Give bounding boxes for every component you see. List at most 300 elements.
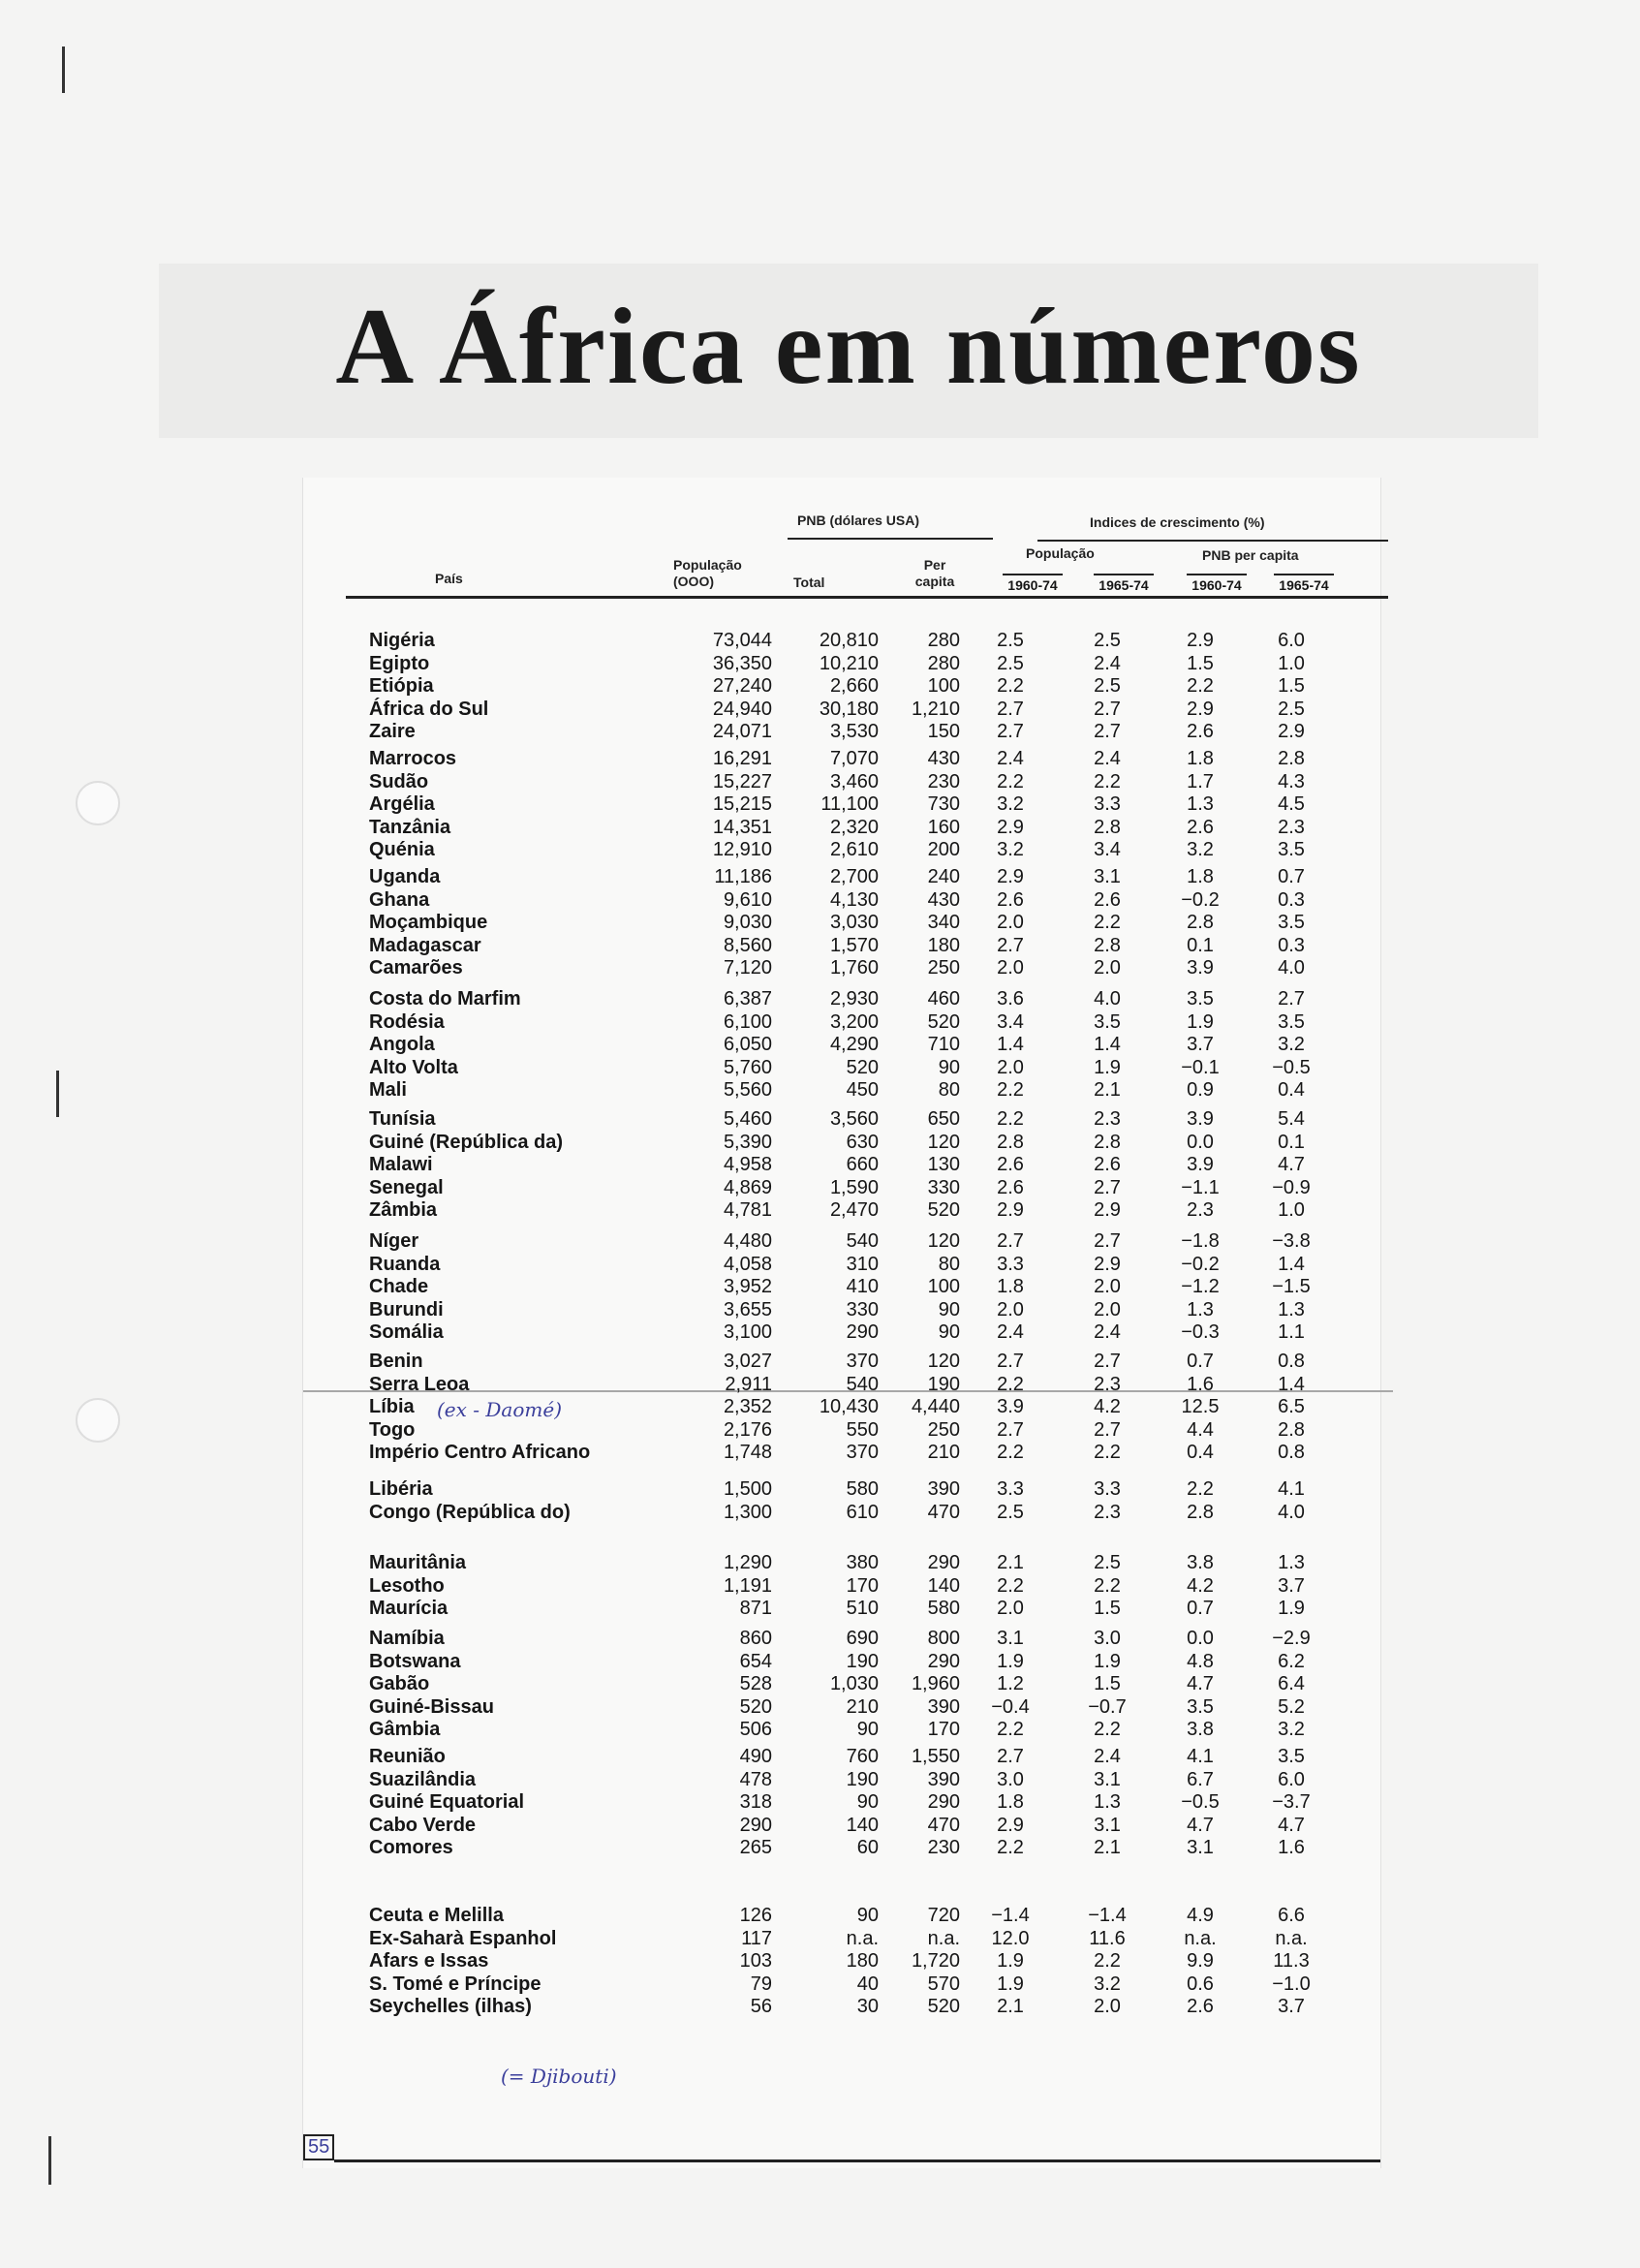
growth-pnb-1965: 1.4 <box>1278 1373 1305 1395</box>
table-row <box>303 1973 1380 1996</box>
population: 1,191 <box>723 1574 772 1597</box>
growth-pop-1960: 3.2 <box>997 793 1024 815</box>
pnb-per-capita: 4,440 <box>911 1396 960 1417</box>
growth-pop-1960: 2.4 <box>997 748 1024 769</box>
pnb-per-capita: 160 <box>927 816 960 838</box>
growth-pop-1965: 11.6 <box>1089 1927 1126 1949</box>
pnb-total: 90 <box>856 1905 879 1926</box>
pnb-total: 690 <box>846 1628 879 1649</box>
growth-pnb-1960: −0.5 <box>1181 1791 1220 1813</box>
growth-pop-1960: 2.7 <box>997 1230 1024 1252</box>
growth-pop-1960: 2.0 <box>997 957 1024 979</box>
growth-pop-1965: 2.2 <box>1094 770 1121 792</box>
table-row <box>303 1056 1380 1079</box>
country-name: Somália <box>369 1321 444 1343</box>
growth-pop-1960: 2.7 <box>997 1746 1024 1767</box>
table-row <box>303 1033 1380 1056</box>
growth-pnb-1960: 2.3 <box>1187 1199 1214 1221</box>
population: 4,058 <box>723 1253 772 1275</box>
growth-pnb-1965: 0.8 <box>1278 1351 1305 1372</box>
growth-pop-1960: 3.0 <box>997 1768 1024 1790</box>
pnb-total: 310 <box>846 1253 879 1275</box>
growth-pop-1960: 2.7 <box>997 1418 1024 1441</box>
growth-pnb-1960: 4.4 <box>1187 1418 1214 1441</box>
growth-pnb-1960: 4.9 <box>1187 1905 1214 1926</box>
growth-pnb-1965: 1.0 <box>1278 1199 1305 1221</box>
pnb-total: 630 <box>846 1131 879 1153</box>
growth-pnb-1965: −1.5 <box>1272 1276 1311 1297</box>
pnb-per-capita: 1,550 <box>911 1746 960 1767</box>
growth-pnb-1960: 2.2 <box>1187 1478 1214 1500</box>
pnb-per-capita: 340 <box>927 912 960 933</box>
growth-pnb-1965: −2.9 <box>1272 1628 1311 1649</box>
country-name: Seychelles (ilhas) <box>369 1996 532 2017</box>
growth-pop-1960: −1.4 <box>991 1905 1030 1926</box>
growth-pnb-1965: 3.7 <box>1278 1574 1305 1597</box>
pnb-per-capita: 1,720 <box>911 1950 960 1972</box>
growth-pop-1965: 2.8 <box>1094 816 1121 838</box>
table-row <box>303 1477 1380 1501</box>
growth-pop-1965: 2.4 <box>1094 1746 1121 1767</box>
growth-pnb-1960: −0.2 <box>1181 888 1220 911</box>
growth-pop-1960: 1.2 <box>997 1673 1024 1694</box>
population: 16,291 <box>712 748 772 769</box>
pnb-total: 510 <box>846 1598 879 1619</box>
header-growth: Indices de crescimento (%) <box>1090 514 1265 530</box>
country-name: Mali <box>369 1079 407 1101</box>
growth-pnb-1960: 0.1 <box>1187 934 1214 956</box>
growth-pop-1965: 2.2 <box>1094 912 1121 933</box>
country-name: Zaire <box>369 721 416 742</box>
table-row <box>303 1078 1380 1102</box>
growth-pop-1960: 2.5 <box>997 1501 1024 1523</box>
table-row <box>303 1275 1380 1298</box>
growth-pnb-1965: 3.5 <box>1278 1010 1305 1033</box>
growth-pop-1960: 2.4 <box>997 1321 1024 1343</box>
population: 2,176 <box>723 1418 772 1441</box>
growth-pnb-1965: 0.7 <box>1278 866 1305 887</box>
population: 12,910 <box>712 839 772 860</box>
page-title: A África em números <box>335 287 1362 407</box>
pnb-total: 190 <box>846 1650 879 1672</box>
country-name: África do Sul <box>369 698 489 720</box>
growth-pnb-1960: 2.6 <box>1187 1996 1214 2017</box>
growth-pop-1965: 2.2 <box>1094 1574 1121 1597</box>
growth-pnb-1965: −0.5 <box>1272 1056 1311 1078</box>
growth-pnb-1960: −0.3 <box>1181 1321 1220 1343</box>
population: 506 <box>739 1719 772 1740</box>
growth-pnb-1965: 6.2 <box>1278 1650 1305 1672</box>
growth-pnb-1960: 0.0 <box>1187 1131 1214 1153</box>
pnb-total: 2,320 <box>829 816 879 838</box>
growth-pnb-1965: 0.3 <box>1278 888 1305 911</box>
pnb-total: 450 <box>846 1079 879 1101</box>
growth-pnb-1960: 2.6 <box>1187 721 1214 742</box>
pnb-total: 140 <box>846 1814 879 1836</box>
growth-pnb-1960: −1.1 <box>1181 1176 1220 1198</box>
country-name: Angola <box>369 1034 435 1055</box>
population: 6,387 <box>723 988 772 1010</box>
growth-pnb-1965: −3.7 <box>1272 1791 1311 1813</box>
page-number: 55 <box>303 2134 334 2160</box>
pnb-per-capita: 580 <box>927 1598 960 1619</box>
population: 3,952 <box>723 1276 772 1297</box>
growth-pop-1965: 2.6 <box>1094 888 1121 911</box>
pnb-per-capita: 170 <box>927 1719 960 1740</box>
growth-pnb-1960: 2.2 <box>1187 675 1214 697</box>
table-row <box>303 1768 1380 1791</box>
population: 2,911 <box>725 1373 772 1395</box>
header-period-4: 1965-74 <box>1274 574 1334 593</box>
country-name: Lesotho <box>369 1574 445 1597</box>
pnb-per-capita: 390 <box>927 1695 960 1718</box>
population: 290 <box>739 1814 772 1836</box>
table-row <box>303 1790 1380 1814</box>
table-row <box>303 1650 1380 1673</box>
pnb-per-capita: 430 <box>927 888 960 911</box>
growth-pnb-1960: 1.8 <box>1187 748 1214 769</box>
country-name: Reunião <box>369 1746 446 1767</box>
growth-pop-1965: 1.9 <box>1094 1650 1121 1672</box>
growth-pnb-1965: 0.3 <box>1278 934 1305 956</box>
growth-pnb-1960: 1.9 <box>1187 1010 1214 1033</box>
population: 36,350 <box>712 652 772 674</box>
table-row <box>303 1836 1380 1859</box>
growth-pop-1965: 2.0 <box>1094 1298 1121 1320</box>
growth-pop-1965: 2.7 <box>1094 1230 1121 1252</box>
growth-pop-1960: 2.6 <box>997 1176 1024 1198</box>
growth-pop-1965: 2.3 <box>1094 1108 1121 1130</box>
pnb-total: 40 <box>856 1973 879 1995</box>
growth-pnb-1965: 3.7 <box>1278 1996 1305 2017</box>
growth-pop-1960: −0.4 <box>991 1695 1030 1718</box>
growth-pop-1960: 2.5 <box>997 652 1024 674</box>
table-row <box>303 1107 1380 1131</box>
table-row <box>303 1229 1380 1253</box>
table-row <box>303 1574 1380 1598</box>
pnb-per-capita: 520 <box>927 1199 960 1221</box>
growth-pop-1960: 2.2 <box>997 1079 1024 1101</box>
pnb-total: 90 <box>856 1719 879 1740</box>
table-row <box>303 1551 1380 1574</box>
growth-pnb-1960: 4.8 <box>1187 1650 1214 1672</box>
population: 24,940 <box>712 698 772 720</box>
growth-pnb-1965: 1.1 <box>1278 1321 1305 1343</box>
growth-pnb-1960: 3.5 <box>1187 1695 1214 1718</box>
growth-pnb-1960: 3.2 <box>1187 839 1214 860</box>
pnb-per-capita: 120 <box>927 1131 960 1153</box>
country-name: Moçambique <box>369 912 488 933</box>
population: 4,869 <box>723 1176 772 1198</box>
country-name: Alto Volta <box>369 1056 458 1078</box>
growth-pop-1965: 3.1 <box>1094 1768 1121 1790</box>
growth-pop-1965: 4.2 <box>1094 1396 1121 1417</box>
pnb-per-capita: 90 <box>938 1298 960 1320</box>
country-name: Líbia <box>369 1396 415 1417</box>
growth-pnb-1960: 2.9 <box>1187 630 1214 651</box>
population: 6,050 <box>723 1034 772 1055</box>
growth-pop-1960: 3.6 <box>997 988 1024 1010</box>
growth-pnb-1965: 1.9 <box>1278 1598 1305 1619</box>
growth-pnb-1965: 3.5 <box>1278 912 1305 933</box>
population: 5,560 <box>723 1079 772 1101</box>
pnb-per-capita: 230 <box>927 770 960 792</box>
pnb-total: 330 <box>846 1298 879 1320</box>
country-name: Congo (República do) <box>369 1501 571 1523</box>
pnb-total: 540 <box>846 1373 879 1395</box>
pnb-per-capita: 290 <box>927 1791 960 1813</box>
pnb-per-capita: 280 <box>927 630 960 651</box>
pnb-per-capita: 390 <box>927 1768 960 1790</box>
pnb-total: 30,180 <box>819 698 879 720</box>
pnb-per-capita: 80 <box>938 1079 960 1101</box>
country-name: Senegal <box>369 1176 444 1198</box>
margin-mark <box>48 2136 51 2185</box>
growth-pop-1960: 3.1 <box>997 1628 1024 1649</box>
population: 860 <box>739 1628 772 1649</box>
population: 5,390 <box>723 1131 772 1153</box>
growth-pnb-1965: 4.0 <box>1278 957 1305 979</box>
population: 5,760 <box>723 1056 772 1078</box>
country-name: Zâmbia <box>369 1199 438 1221</box>
pnb-per-capita: 190 <box>927 1373 960 1395</box>
growth-pnb-1960: 0.7 <box>1187 1351 1214 1372</box>
growth-pop-1960: 2.1 <box>997 1996 1024 2017</box>
growth-pop-1965: 2.0 <box>1094 1996 1121 2017</box>
population: 6,100 <box>723 1010 772 1033</box>
growth-pnb-1965: 2.9 <box>1278 721 1305 742</box>
growth-pnb-1960: 2.9 <box>1187 698 1214 720</box>
pnb-per-capita: 800 <box>927 1628 960 1649</box>
pnb-total: 30 <box>856 1996 879 2017</box>
growth-pnb-1965: 3.5 <box>1278 839 1305 860</box>
country-name: Gâmbia <box>369 1719 441 1740</box>
population: 4,480 <box>723 1230 772 1252</box>
population: 73,044 <box>712 630 772 651</box>
population: 478 <box>739 1768 772 1790</box>
pnb-per-capita: 710 <box>927 1034 960 1055</box>
growth-pop-1965: 2.9 <box>1094 1199 1121 1221</box>
population: 520 <box>739 1695 772 1718</box>
growth-pop-1965: 2.0 <box>1094 957 1121 979</box>
header-period-2: 1965-74 <box>1094 574 1154 593</box>
table-row <box>303 1418 1380 1442</box>
country-name: Suazilândia <box>369 1768 477 1790</box>
pnb-total: 190 <box>846 1768 879 1790</box>
growth-pnb-1960: 3.9 <box>1187 957 1214 979</box>
table-row <box>303 865 1380 888</box>
growth-pop-1960: 2.2 <box>997 1574 1024 1597</box>
growth-pnb-1960: 3.7 <box>1187 1034 1214 1055</box>
pnb-total: 2,660 <box>829 675 879 697</box>
pnb-total: 60 <box>856 1837 879 1858</box>
pnb-per-capita: 330 <box>927 1176 960 1198</box>
growth-pop-1965: 2.7 <box>1094 698 1121 720</box>
pnb-total: 1,570 <box>829 934 879 956</box>
table-row <box>303 1441 1380 1464</box>
growth-pnb-1965: 2.8 <box>1278 1418 1305 1441</box>
growth-pnb-1965: 6.4 <box>1278 1673 1305 1694</box>
growth-pop-1960: 3.3 <box>997 1253 1024 1275</box>
growth-pnb-1960: 0.4 <box>1187 1442 1214 1463</box>
table-row <box>303 934 1380 957</box>
growth-pnb-1960: 1.5 <box>1187 652 1214 674</box>
table-row <box>303 698 1380 721</box>
table-row <box>303 1949 1380 1973</box>
growth-pnb-1960: 1.7 <box>1187 770 1214 792</box>
pnb-per-capita: 650 <box>927 1108 960 1130</box>
pnb-total: 2,700 <box>829 866 879 887</box>
table-row <box>303 1904 1380 1927</box>
growth-pnb-1965: −0.9 <box>1272 1176 1311 1198</box>
population: 2,352 <box>723 1396 772 1417</box>
country-name: Egipto <box>369 652 430 674</box>
handwritten-note-benin: (ex - Daomé) <box>437 1398 562 1421</box>
table-row <box>303 1176 1380 1199</box>
country-name: Benin <box>369 1351 423 1372</box>
growth-pnb-1960: 3.8 <box>1187 1719 1214 1740</box>
country-name: Afars e Issas <box>369 1950 489 1972</box>
growth-pnb-1960: 3.9 <box>1187 1108 1214 1130</box>
growth-pop-1960: 1.8 <box>997 1791 1024 1813</box>
growth-pnb-1960: 9.9 <box>1187 1950 1214 1972</box>
country-name: Ceuta e Melilla <box>369 1905 504 1926</box>
growth-pop-1965: 2.1 <box>1094 1837 1121 1858</box>
pnb-per-capita: 90 <box>938 1321 960 1343</box>
country-name: Império Centro Africano <box>369 1442 591 1463</box>
growth-pnb-1960: 4.2 <box>1187 1574 1214 1597</box>
growth-pop-1960: 2.0 <box>997 1598 1024 1619</box>
table-row <box>303 1597 1380 1620</box>
growth-pop-1960: 1.9 <box>997 1650 1024 1672</box>
pnb-per-capita: 90 <box>938 1056 960 1078</box>
header-period-3: 1960-74 <box>1187 574 1247 593</box>
growth-pnb-1965: 2.8 <box>1278 748 1305 769</box>
population: 265 <box>739 1837 772 1858</box>
growth-pop-1965: 2.9 <box>1094 1253 1121 1275</box>
pnb-per-capita: 120 <box>927 1351 960 1372</box>
pnb-total: 4,290 <box>829 1034 879 1055</box>
growth-pnb-1960: 4.7 <box>1187 1673 1214 1694</box>
growth-pnb-1960: 12.5 <box>1181 1396 1220 1417</box>
growth-pnb-1965: 3.2 <box>1278 1719 1305 1740</box>
pnb-total: 10,210 <box>819 652 879 674</box>
population: 117 <box>741 1927 772 1949</box>
growth-pop-1960: 2.5 <box>997 630 1024 651</box>
growth-pnb-1960: 2.8 <box>1187 1501 1214 1523</box>
country-name: Tunísia <box>369 1108 436 1130</box>
growth-pnb-1965: 1.3 <box>1278 1552 1305 1573</box>
pnb-per-capita: 200 <box>927 839 960 860</box>
growth-pop-1965: 2.3 <box>1094 1501 1121 1523</box>
growth-pop-1960: 2.0 <box>997 912 1024 933</box>
table-row <box>303 816 1380 839</box>
population: 4,781 <box>723 1199 772 1221</box>
pnb-total: 180 <box>846 1950 879 1972</box>
growth-pnb-1965: 1.5 <box>1278 675 1305 697</box>
growth-pop-1960: 2.0 <box>997 1298 1024 1320</box>
population: 9,610 <box>723 888 772 911</box>
country-name: Burundi <box>369 1298 444 1320</box>
table-row <box>303 987 1380 1010</box>
table-row <box>303 1718 1380 1741</box>
growth-pop-1960: 12.0 <box>991 1927 1030 1949</box>
table-row <box>303 1320 1380 1344</box>
pnb-total: 11,100 <box>820 793 879 815</box>
table-row <box>303 1010 1380 1034</box>
population: 3,027 <box>723 1351 772 1372</box>
population: 1,290 <box>723 1552 772 1573</box>
pnb-total: 3,530 <box>829 721 879 742</box>
growth-pop-1960: 2.9 <box>997 866 1024 887</box>
country-name: Níger <box>369 1230 419 1252</box>
growth-pop-1960: 1.8 <box>997 1276 1024 1297</box>
country-name: Guiné-Bissau <box>369 1695 494 1718</box>
growth-pnb-1960: 2.8 <box>1187 912 1214 933</box>
pnb-per-capita: 120 <box>927 1230 960 1252</box>
pnb-per-capita: 1,960 <box>911 1673 960 1694</box>
growth-pop-1965: 1.4 <box>1094 1034 1121 1055</box>
growth-pnb-1965: 3.2 <box>1278 1034 1305 1055</box>
pnb-total: 2,930 <box>829 988 879 1010</box>
population: 103 <box>739 1950 772 1972</box>
table-row <box>303 888 1380 912</box>
pnb-total: 3,460 <box>829 770 879 792</box>
table-row <box>303 720 1380 743</box>
growth-pnb-1960: 1.3 <box>1187 793 1214 815</box>
growth-pop-1965: 2.6 <box>1094 1154 1121 1175</box>
pnb-total: 580 <box>846 1478 879 1500</box>
growth-pop-1960: 2.8 <box>997 1131 1024 1153</box>
pnb-total: 540 <box>846 1230 879 1252</box>
pnb-per-capita: 180 <box>927 934 960 956</box>
growth-pnb-1960: 3.9 <box>1187 1154 1214 1175</box>
pnb-per-capita: 430 <box>927 748 960 769</box>
growth-pop-1960: 2.2 <box>997 1837 1024 1858</box>
population: 56 <box>750 1996 772 2017</box>
country-name: Etiópia <box>369 675 434 697</box>
growth-pnb-1965: 1.3 <box>1278 1298 1305 1320</box>
population: 15,227 <box>712 770 772 792</box>
population: 1,300 <box>723 1501 772 1523</box>
growth-pop-1965: 2.5 <box>1094 630 1121 651</box>
population: 27,240 <box>712 675 772 697</box>
table-row <box>303 1672 1380 1695</box>
pnb-total: 290 <box>846 1321 879 1343</box>
header-bottom-rule <box>346 596 1388 599</box>
pnb-total: 1,030 <box>829 1673 879 1694</box>
table-row <box>303 838 1380 861</box>
growth-pop-1960: 2.7 <box>997 721 1024 742</box>
country-name: Libéria <box>369 1478 433 1500</box>
population: 490 <box>739 1746 772 1767</box>
growth-pnb-1960: −0.1 <box>1181 1056 1220 1078</box>
pnb-total: 7,070 <box>829 748 879 769</box>
growth-pop-1965: 2.0 <box>1094 1276 1121 1297</box>
pnb-total: 660 <box>846 1154 879 1175</box>
header-growth-pnb: PNB per capita <box>1202 547 1299 563</box>
country-name: S. Tomé e Príncipe <box>369 1973 542 1995</box>
growth-pop-1960: 2.9 <box>997 1814 1024 1836</box>
population: 9,030 <box>723 912 772 933</box>
growth-pnb-1960: 2.6 <box>1187 816 1214 838</box>
population: 11,186 <box>714 866 772 887</box>
pnb-per-capita: 130 <box>927 1154 960 1175</box>
pnb-per-capita: n.a. <box>927 1927 960 1949</box>
growth-pop-1965: 2.2 <box>1094 1719 1121 1740</box>
pnb-total: 550 <box>846 1418 879 1441</box>
country-name: Argélia <box>369 793 435 815</box>
